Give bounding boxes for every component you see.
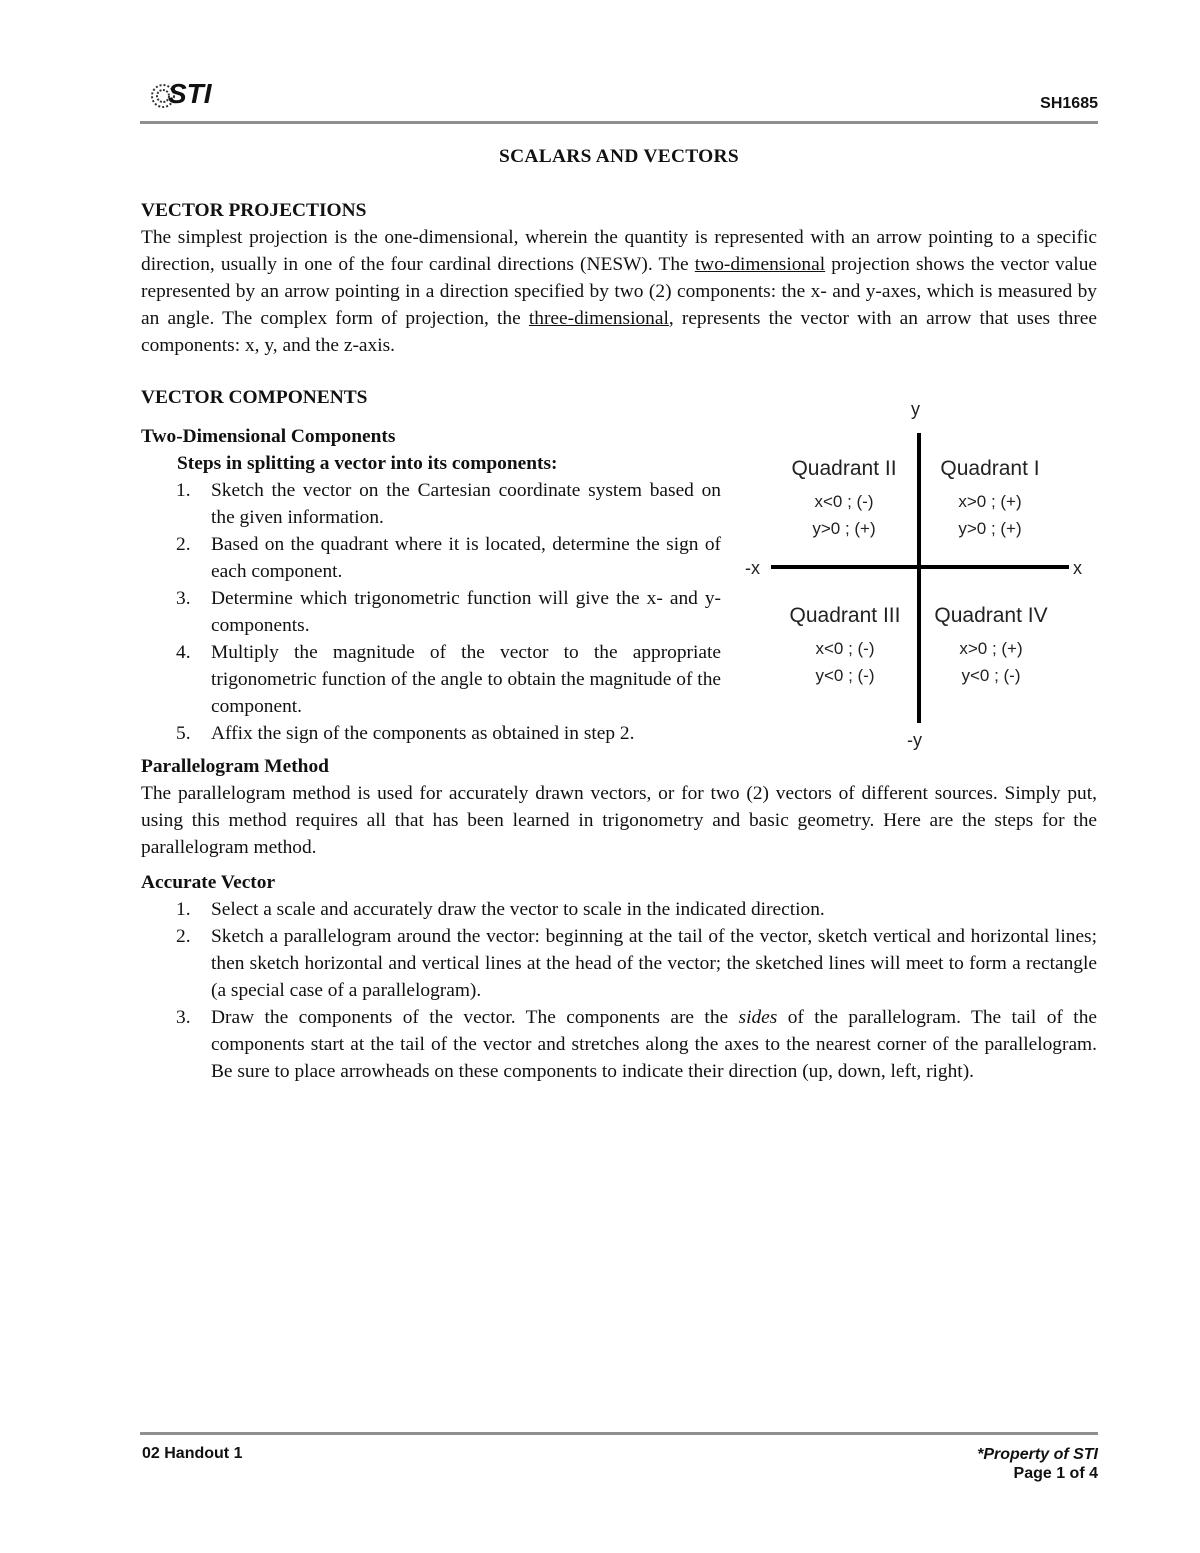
document-code: SH1685 [1040,95,1098,112]
list-item: 2. Sketch a parallelogram around the vector: beginning at the tail of the vector, sketch vertical and horizontal lines; then sketch horizontal and vertical lines at the head of the vector; the sketched lines will meet to form a rectangle (a special case of a parallelogram). [176,926,1097,1001]
list-item: 3. Determine which trigonometric function will give the x- and y-components. [176,588,721,636]
quadrant-1: Quadrant I x>0 ; (+) y>0 ; (+) [940,457,1040,538]
logo-text: STI [168,78,212,109]
sub-heading-accurate-vector: Accurate Vector [141,872,276,893]
components-block [141,399,1097,753]
page-title: SCALARS AND VECTORS [499,146,739,167]
parallelogram-paragraph: The parallelogram method is used for accurately drawn vectors, or for two (2) vectors of different sources. Simply put, using this method requires all that has been learned in trigonometry and basic geometry. Here are the steps for the parallelogram method. [141,783,1097,858]
quadrant-4: Quadrant IV x>0 ; (+) y<0 ; (-) [934,604,1048,685]
accurate-steps-list [141,896,1097,1085]
list-item: 1. Sketch the vector on the Cartesian coordinate system based on the given information. [176,480,721,528]
term-two-dimensional: two-dimensional [694,254,826,275]
list-item: 3. Draw the components of the vector. The components are the sides of the parallelogram. The tail of the components start at the tail of the vector and stretches along the axes to the nearest corner of the parallelogram. Be sure to place arrowheads on these components to indicate their direction (up, down, left, right). [176,1007,1097,1082]
list-item: 1. Select a scale and accurately draw the vector to scale in the indicated direction. [176,899,825,920]
term-sides: sides [738,1007,778,1028]
section-heading-projections: VECTOR PROJECTIONS [141,200,367,221]
cartesian-axes [739,393,1109,763]
footer-divider [140,1432,1098,1435]
axis-label-x: x [1073,558,1082,578]
axis-label-neg-x: -x [745,558,760,578]
projections-text-1: The simplest projection is the one-dimensional, wherein the quantity is represented with an arrow pointing to a specific direction, usually in one of the four cardinal directions (NESW). The [141,227,1097,275]
sti-logo [150,76,230,116]
steps-title: Steps in splitting a vector into its components: [177,453,558,474]
list-item: 5. Affix the sign of the components as obtained in step 2. [176,723,635,744]
footer-info [977,1445,1098,1483]
sub-heading-two-dimensional: Two-Dimensional Components [141,426,396,447]
sub-heading-parallelogram: Parallelogram Method [141,756,329,777]
quadrant-3: Quadrant III x<0 ; (-) y<0 ; (-) [789,604,901,685]
list-item: 2. Based on the quadrant where it is located, determine the sign of each component. [176,534,721,582]
quadrant-2: Quadrant II x<0 ; (-) y>0 ; (+) [791,457,897,538]
projections-text-3: , represents the vector with an arrow that uses three components: x, y, and the z-axis. [141,308,1097,356]
list-item: 4. Multiply the magnitude of the vector to the appropriate trigonometric function of the angle to obtain the magnitude of the component. [176,642,721,717]
axis-label-y: y [911,399,920,419]
axis-label-neg-y: -y [907,730,922,750]
page-number: Page 1 of 4 [1013,1465,1098,1482]
property-notice: *Property of STI [977,1446,1098,1463]
term-three-dimensional: three-dimensional [528,308,669,329]
handout-label: 02 Handout 1 [142,1445,243,1462]
quadrant-diagram [739,393,1109,763]
projections-paragraph [141,224,1097,359]
component-steps-list [141,477,721,747]
projections-text-2: projection shows the vector value represented by an arrow pointing in a direction specified by two (2) components: the x- and y-axes, which is measured by an angle. The complex form of projection, the [141,254,1097,329]
main-content [141,143,1097,1085]
components-steps [141,423,721,747]
header-divider [140,121,1098,124]
section-heading-components: VECTOR COMPONENTS [141,387,368,408]
